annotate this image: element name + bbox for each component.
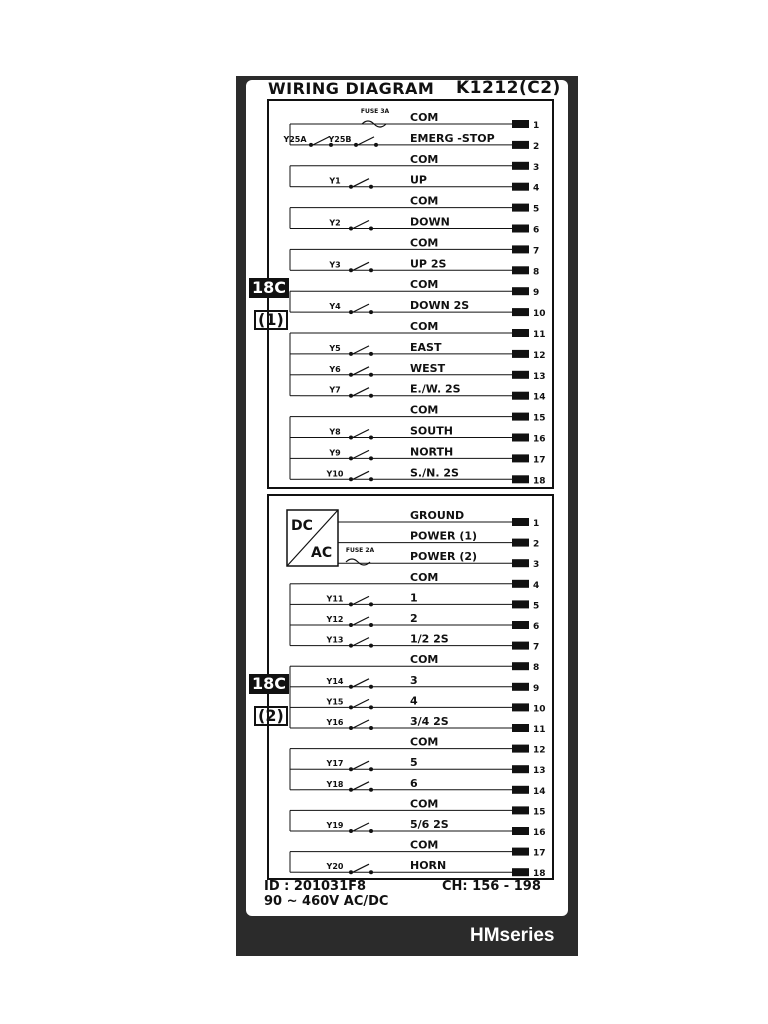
terminal-number: 18 (533, 476, 546, 487)
contact-dot (309, 143, 313, 147)
voltage-rating: 90 ~ 460V AC/DC (264, 894, 389, 909)
relay-label: Y16 (326, 718, 344, 727)
terminal-block (512, 806, 529, 814)
terminal-number: 12 (533, 350, 546, 361)
terminal-label: 2 (410, 612, 418, 625)
contact-dot (349, 870, 353, 874)
terminal-block (512, 475, 529, 483)
terminal-block (512, 868, 529, 876)
terminal-label: POWER (1) (410, 529, 478, 543)
contact-dot (369, 436, 373, 440)
terminal-block (512, 848, 529, 856)
terminal-block (512, 371, 529, 379)
contact-dot (349, 227, 353, 231)
terminal-number: 7 (533, 246, 540, 257)
terminal-label: SOUTH (410, 424, 453, 438)
terminal-label: DOWN (410, 215, 450, 229)
terminal-label: 1 (410, 591, 418, 605)
relay-label: Y25A (283, 134, 307, 144)
contact-dot (349, 436, 353, 440)
terminal-block (512, 350, 529, 358)
terminal-label: EAST (410, 340, 442, 354)
terminal-number: 12 (533, 745, 546, 756)
brand-name: HMseries (470, 925, 555, 946)
relay-label: Y12 (326, 615, 344, 624)
contact-dot (369, 705, 373, 709)
terminal-number: 4 (533, 183, 540, 194)
terminal-label: 4 (410, 694, 418, 708)
relay-label: Y2 (329, 218, 341, 228)
terminal-label: S./N. 2S (410, 466, 459, 480)
terminal-number: 11 (533, 330, 546, 340)
terminal-block (512, 225, 529, 233)
terminal-number: 2 (533, 141, 540, 152)
relay-label: Y3 (329, 260, 341, 270)
contact-dot (349, 644, 353, 648)
terminal-number: 8 (533, 267, 540, 278)
contact-dot (369, 477, 373, 481)
terminal-number: 7 (533, 642, 540, 653)
terminal-block (512, 600, 529, 608)
relay-label: Y4 (329, 302, 341, 312)
terminal-number: 13 (533, 371, 546, 382)
terminal-block (512, 183, 529, 191)
relay-label: Y15 (326, 697, 344, 707)
channel-range: CH: 156 - 198 (442, 879, 541, 894)
terminal-number: 17 (533, 455, 546, 466)
terminal-label: 5/6 2S (410, 818, 449, 831)
terminal-number: 13 (533, 766, 546, 777)
contact-dot (369, 227, 373, 231)
block-2-label-bottom: (2) (254, 706, 288, 726)
terminal-block (512, 141, 529, 149)
terminal-number: 5 (533, 601, 540, 612)
terminal-number: 17 (533, 848, 546, 859)
diagram-title: WIRING DIAGRAM (268, 79, 435, 98)
contact-dot (349, 685, 353, 689)
terminal-block (512, 434, 529, 442)
terminal-label: COM (410, 194, 439, 208)
contact-dot (369, 352, 373, 356)
contact-dot (369, 373, 373, 377)
terminal-number: 11 (533, 725, 546, 735)
terminal-label: COM (410, 735, 439, 749)
terminal-block (512, 827, 529, 835)
contact-dot (369, 602, 373, 606)
contact-dot (369, 685, 373, 689)
relay-label: Y14 (326, 676, 344, 686)
terminal-number: 6 (533, 225, 540, 236)
relay-label: Y6 (329, 364, 341, 374)
terminal-block (512, 786, 529, 794)
device-id: ID : 201031F8 (264, 879, 367, 894)
relay-label: Y10 (326, 469, 344, 479)
terminal-number: 1 (533, 121, 540, 131)
relay-label: Y25B (328, 134, 352, 144)
terminal-block (512, 580, 529, 588)
contact-dot (369, 726, 373, 730)
block-2-label-top: 18C (249, 674, 289, 694)
terminal-label: COM (410, 236, 439, 250)
terminal-number: 9 (533, 683, 540, 694)
terminal-number: 14 (533, 392, 546, 403)
terminal-block (512, 413, 529, 421)
terminal-number: 10 (533, 309, 546, 320)
terminal-label: EMERG -STOP (410, 131, 495, 145)
terminal-block (512, 621, 529, 629)
terminal-number: 2 (533, 539, 540, 550)
terminal-label: COM (410, 403, 439, 417)
relay-label: Y11 (326, 594, 344, 604)
terminal-label: HORN (410, 859, 447, 873)
terminal-block (512, 518, 529, 526)
converter-label-bottom: AC (311, 545, 333, 561)
terminal-block (512, 539, 529, 547)
contact-dot (349, 373, 353, 377)
terminal-label: POWER (2) (410, 550, 478, 564)
relay-label: Y13 (326, 635, 344, 645)
terminal-label: COM (410, 152, 439, 166)
terminal-number: 16 (533, 434, 546, 445)
relay-label: Y18 (326, 779, 344, 789)
terminal-label: 6 (410, 776, 418, 790)
contact-dot (349, 788, 353, 792)
terminal-label: GROUND (410, 509, 465, 522)
relay-label: Y1 (329, 176, 341, 186)
block-1-label-bottom: (1) (254, 310, 288, 330)
terminal-label: COM (410, 838, 439, 852)
terminal-block (512, 454, 529, 462)
terminal-block (512, 204, 529, 212)
contact-dot (349, 394, 353, 398)
contact-dot (349, 310, 353, 314)
contact-dot (369, 456, 373, 460)
contact-dot (369, 394, 373, 398)
contact-dot (349, 623, 353, 627)
block-1-label-top: 18C (249, 278, 289, 298)
terminal-number: 3 (533, 560, 540, 571)
contact-dot (369, 829, 373, 833)
terminal-block (512, 642, 529, 650)
terminal-label: DOWN 2S (410, 299, 470, 313)
terminal-number: 3 (533, 162, 540, 173)
terminal-block (512, 745, 529, 753)
contact-dot (349, 705, 353, 709)
contact-dot (354, 143, 358, 147)
terminal-block (512, 703, 529, 711)
terminal-number: 14 (533, 786, 546, 797)
terminal-block (512, 329, 529, 337)
contact-dot (349, 185, 353, 189)
terminal-label: NORTH (410, 445, 454, 459)
block-2-label (249, 674, 289, 726)
terminal-number: 6 (533, 622, 540, 632)
contact-dot (349, 352, 353, 356)
terminal-label: WEST (410, 361, 446, 375)
terminal-number: 4 (533, 580, 540, 591)
relay-label: Y5 (329, 343, 341, 353)
contact-dot (349, 456, 353, 460)
contact-dot (374, 143, 378, 147)
fuse-label: FUSE 2A (345, 547, 375, 554)
terminal-label: COM (410, 797, 439, 811)
terminal-block (512, 392, 529, 400)
contact-dot (369, 623, 373, 627)
relay-label: Y7 (329, 385, 341, 395)
contact-dot (349, 477, 353, 481)
terminal-number: 15 (533, 807, 546, 818)
contact-dot (369, 870, 373, 874)
block-1-label (249, 278, 289, 330)
terminal-label: 1/2 2S (410, 632, 449, 646)
converter-label-top: DC (291, 518, 313, 534)
terminal-block (512, 120, 529, 128)
contact-dot (369, 185, 373, 189)
terminal-label: COM (410, 111, 439, 124)
terminal-number: 18 (533, 869, 546, 880)
relay-label: Y8 (329, 427, 341, 437)
terminal-label: E./W. 2S (410, 382, 461, 396)
terminal-block (512, 266, 529, 274)
contact-dot (369, 767, 373, 771)
terminal-label: COM (410, 278, 439, 292)
fuse-label: FUSE 3A (360, 108, 390, 115)
relay-label: Y9 (329, 448, 341, 458)
contact-dot (349, 268, 353, 272)
contact-dot (349, 726, 353, 730)
terminal-number: 5 (533, 204, 540, 215)
relay-label: Y19 (326, 821, 344, 830)
terminal-number: 8 (533, 663, 540, 674)
terminal-block (512, 245, 529, 253)
terminal-block (512, 162, 529, 170)
terminal-label: 3/4 2S (410, 715, 449, 728)
terminal-block (512, 559, 529, 567)
contact-dot (369, 310, 373, 314)
terminal-number: 16 (533, 828, 546, 838)
terminal-label: COM (410, 653, 439, 667)
terminal-block (512, 308, 529, 316)
contact-dot (369, 788, 373, 792)
terminal-label: 5 (410, 756, 418, 770)
terminal-block (512, 683, 529, 691)
terminal-block (512, 724, 529, 732)
model-number: K1212(C2) (456, 78, 561, 98)
contact-dot (349, 829, 353, 833)
contact-dot (349, 767, 353, 771)
terminal-label: 3 (410, 673, 418, 687)
contact-dot (349, 602, 353, 606)
terminal-block (512, 765, 529, 773)
terminal-number: 15 (533, 413, 546, 424)
terminal-number: 9 (533, 288, 540, 299)
terminal-block (512, 662, 529, 670)
contact-dot (369, 644, 373, 648)
terminal-number: 1 (533, 519, 540, 529)
contact-dot (369, 268, 373, 272)
terminal-number: 10 (533, 704, 546, 715)
relay-label: Y20 (326, 862, 344, 872)
terminal-label: COM (410, 570, 439, 584)
terminal-label: UP (410, 173, 427, 187)
terminal-label: UP 2S (410, 257, 447, 271)
terminal-label: COM (410, 320, 439, 333)
terminal-block (512, 287, 529, 295)
relay-label: Y17 (326, 759, 344, 769)
